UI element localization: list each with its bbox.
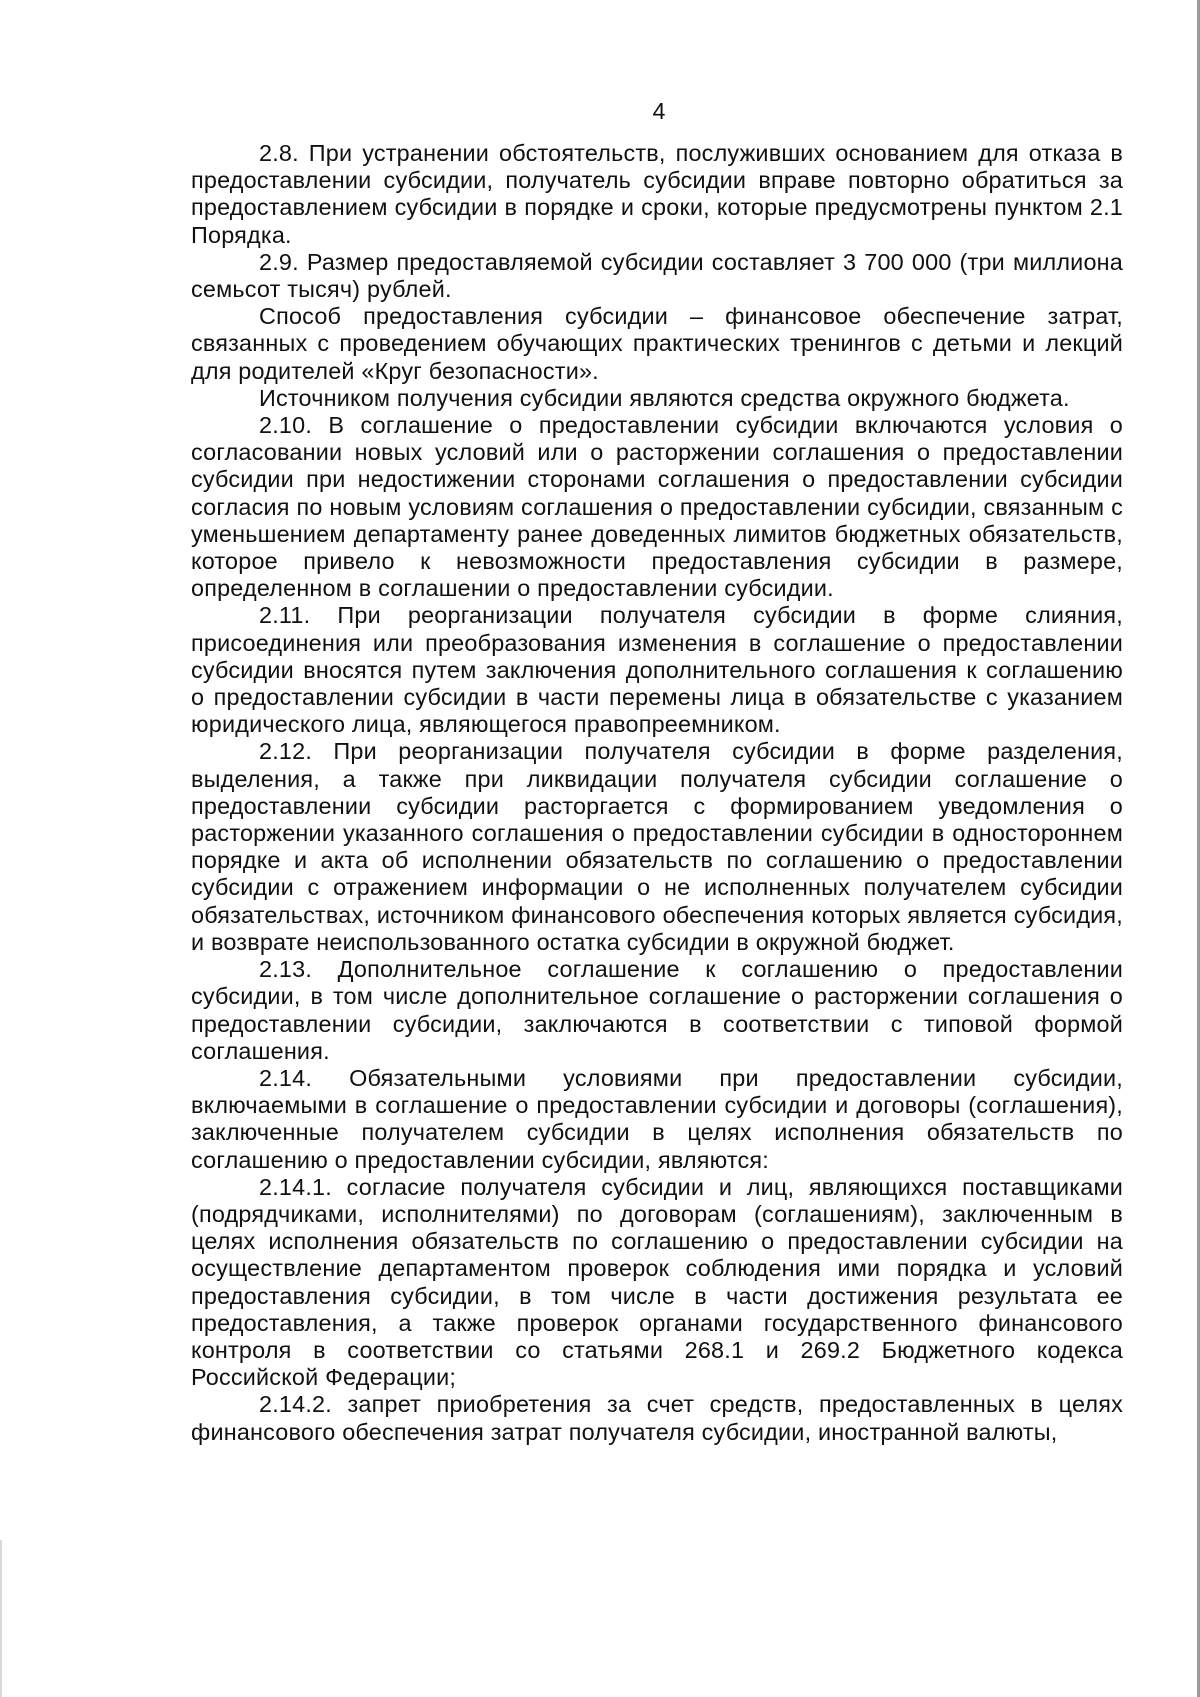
- page-edge-left: [0, 1540, 2, 1697]
- document-body: [191, 140, 1123, 1446]
- paragraph-2-10: 2.10. В соглашение о предоставлении субсидии включаются условия о согласовании новых условий или о расторжении соглашения о предоставлении субсидии при недостижении сторонами соглашения о предоставлении субсидии согласия по новым условиям соглашения о предоставлении субсидии, связанным с уменьшением департаменту ранее доведенных лимитов бюджетных обязательств, которое привело к невозможности предоставления субсидии в размере, определенном в соглашении о предоставлении субсидии.: [191, 412, 1123, 602]
- paragraph-2-13: 2.13. Дополнительное соглашение к соглашению о предоставлении субсидии, в том числе дополнительное соглашение о расторжении соглашения о предоставлении субсидии, заключаются в соответствии с типовой формой соглашения.: [191, 956, 1123, 1064]
- paragraph-source: Источником получения субсидии являются средства окружного бюджета.: [259, 384, 1070, 411]
- paragraph-method: Способ предоставления субсидии – финансовое обеспечение затрат, связанных с проведением обучающих практических тренингов с детьми и лекций для родителей «Круг безопасности».: [191, 303, 1123, 384]
- paragraph-2-14: 2.14. Обязательными условиями при предоставлении субсидии, включаемыми в соглашение о предоставлении субсидии и договоры (соглашения), заключенные получателем субсидии в целях исполнения обязательств по соглашению о предоставлении субсидии, являются:: [191, 1064, 1123, 1173]
- paragraph-2-9: 2.9. Размер предоставляемой субсидии составляет 3 700 000 (три миллиона семьсот тысяч) рублей.: [191, 248, 1123, 303]
- paragraph-2-11: 2.11. При реорганизации получателя субсидии в форме слияния, присоединения или преобразования изменения в соглашение о предоставлении субсидии вносятся путем заключения дополнительного соглашения к соглашению о предоставлении субсидии в части перемены лица в обязательстве с указанием юридического лица, являющегося правопреемником.: [191, 602, 1123, 738]
- paragraph-2-12: 2.12. При реорганизации получателя субсидии в форме разделения, выделения, а также при ликвидации получателя субсидии соглашение о предоставлении субсидии расторгается с формированием уведомления о расторжении указанного соглашения о предоставлении субсидии в одностороннем порядке и акта об исполнении обязательств по соглашению о предоставлении субсидии с отражением информации о не исполненных получателем субсидии обязательствах, источником финансового обеспечения которых является субсидия, и возврате неиспользованного остатка субсидии в окружной бюджет.: [191, 738, 1123, 955]
- page-number: 4: [652, 98, 666, 124]
- paragraph-2-14-2: 2.14.2. запрет приобретения за счет средств, предоставленных в целях финансового обеспечения затрат получателя субсидии, иностранной валюты,: [191, 1391, 1123, 1445]
- paragraph-2-14-1: 2.14.1. согласие получателя субсидии и лиц, являющихся поставщиками (подрядчиками, исполнителями) по договорам (соглашениям), заключенным в целях исполнения обязательств по соглашению о предоставлении субсидии на осуществление департаментом проверок соблюдения ими порядка и условий предоставления субсидии, в том числе в части достижения результата ее предоставления, а также проверок органами государственного финансового контроля в соответствии со статьями 268.1 и 269.2 Бюджетного кодекса Российской Федерации;: [191, 1173, 1123, 1391]
- paragraph-2-8: 2.8. При устранении обстоятельств, послуживших основанием для отказа в предоставлении субсидии, получатель субсидии вправе повторно обратиться за предоставлением субсидии в порядке и сроки, которые предусмотрены пунктом 2.1 Порядка.: [191, 140, 1123, 248]
